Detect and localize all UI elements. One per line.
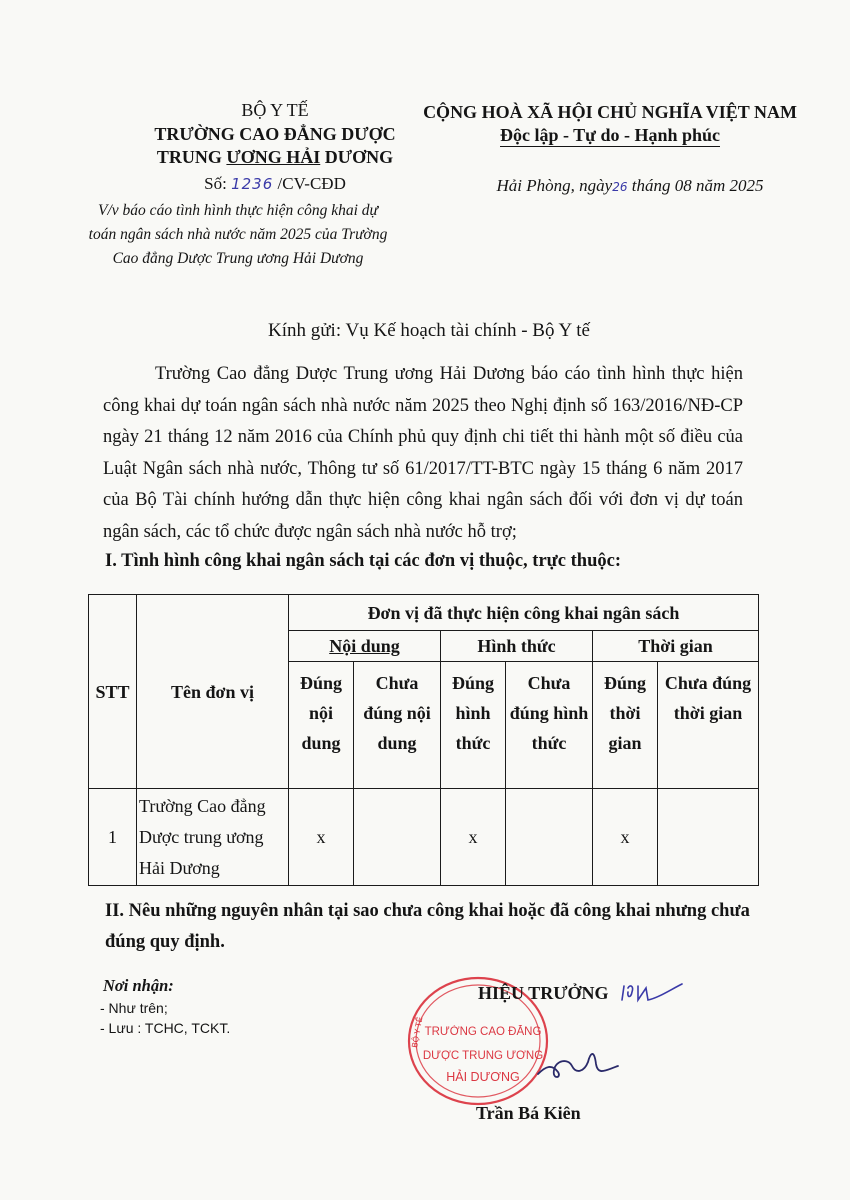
header-content-label: Nội dung <box>329 636 400 656</box>
signer-title: HIỆU TRƯỞNG <box>478 983 609 1003</box>
school-name-line1: TRƯỜNG CAO ĐẲNG DƯỢC <box>154 124 396 144</box>
header-chua-dung-thoi-gian: Chưa đúng thời gian <box>658 662 759 789</box>
recipient-item: - Lưu : TCHC, TCKT. <box>100 1020 231 1036</box>
body-paragraph: Trường Cao đẳng Dược Trung ương Hải Dương báo cáo tình hình thực hiện công khai dự toán ngân sách nhà nước năm 2025 theo Nghị định số 163/2016/NĐ-CP ngày 21 tháng 12 năm 2016 của Chính phủ quy định chi tiết thi hành một số điều của Luật Ngân sách nhà nước, Thông tư số 61/2017/TT-BTC ngày 15 tháng 6 năm 2017 của Bộ Tài chính hướng dẫn thực hiện công khai ngân sách đối với đơn vị dự toán ngân sách, các tổ chức được ngân sách nhà nước hỗ trợ; <box>103 364 743 542</box>
header-dung-thoi-gian: Đúng thời gian <box>593 662 658 789</box>
section-2-title: II. Nêu những nguyên nhân tại sao chưa công khai hoặc đã công khai nhưng chưa đúng quy định. <box>105 901 750 952</box>
budget-disclosure-table <box>88 594 759 886</box>
recipients-title: Nơi nhận: <box>103 976 174 995</box>
signer-name: Trần Bá Kiên <box>476 1103 581 1123</box>
doc-no-prefix: Số: <box>204 174 232 193</box>
header-form: Hình thức <box>441 631 593 662</box>
header-group-title: Đơn vị đã thực hiện công khai ngân sách <box>289 595 759 631</box>
school-name-part-c: DƯƠNG <box>320 147 394 167</box>
school-name-part-b: ƯƠNG HẢI <box>226 147 321 167</box>
school-name-line2 <box>100 147 450 168</box>
table-row <box>89 789 759 886</box>
place-date-suffix: tháng 08 năm 2025 <box>627 176 764 195</box>
stamp-line1: TRƯỜNG CAO ĐẲNG <box>424 1026 542 1038</box>
cell-dung-noi-dung: x <box>289 789 354 886</box>
header-unit-name: Tên đơn vị <box>137 595 289 789</box>
initials-mark <box>618 978 688 1008</box>
cell-stt: 1 <box>89 789 137 886</box>
header-stt: STT <box>89 595 137 789</box>
header-chua-dung-noi-dung: Chưa đúng nội dung <box>354 662 441 789</box>
header-time: Thời gian <box>593 631 759 662</box>
document-number <box>145 174 405 194</box>
place-date <box>430 176 830 196</box>
section-1-title: I. Tình hình công khai ngân sách tại các đơn vị thuộc, trực thuộc: <box>105 551 621 571</box>
cell-dung-hinh-thuc: x <box>441 789 506 886</box>
cell-dung-thoi-gian: x <box>593 789 658 886</box>
doc-no-handwritten: 1236 <box>231 175 274 193</box>
cell-chua-dung-hinh-thuc <box>506 789 593 886</box>
greeting: Kính gửi: Vụ Kế hoạch tài chính - Bộ Y tế <box>268 320 590 341</box>
stamp-line2: DƯỢC TRUNG ƯƠNG <box>422 1050 544 1062</box>
doc-no-suffix: /CV-CĐD <box>273 174 346 193</box>
stamp-line3: HẢI DƯƠNG <box>446 1070 520 1084</box>
motto <box>405 125 815 146</box>
header-content <box>289 631 441 662</box>
handwritten-signature <box>532 1036 622 1086</box>
cell-unit-name: Trường Cao đẳng Dược trung ương Hải Dương <box>137 789 289 886</box>
cell-chua-dung-noi-dung <box>354 789 441 886</box>
school-name-part-a: TRUNG <box>156 147 227 167</box>
header-chua-dung-hinh-thuc: Chưa đúng hình thức <box>506 662 593 789</box>
stamp-side-text: BỘ Y TẾ <box>410 1016 425 1049</box>
document-subject: V/v báo cáo tình hình thực hiện công khai dự toán ngân sách nhà nước năm 2025 của Trường Cao đẳng Dược Trung ương Hải Dương <box>88 202 388 267</box>
recipient-item: - Như trên; <box>100 1000 168 1016</box>
header-dung-noi-dung: Đúng nội dung <box>289 662 354 789</box>
nation-title: CỘNG HOÀ XÃ HỘI CHỦ NGHĨA VIỆT NAM <box>423 102 797 122</box>
ministry-name: BỘ Y TẾ <box>241 100 309 120</box>
motto-text: Độc lập - Tự do - Hạnh phúc <box>499 125 721 145</box>
day-handwritten: 26 <box>612 180 628 194</box>
place-date-prefix: Hải Phòng, ngày <box>496 176 613 195</box>
header-dung-hinh-thuc: Đúng hình thức <box>441 662 506 789</box>
cell-chua-dung-thoi-gian <box>658 789 759 886</box>
